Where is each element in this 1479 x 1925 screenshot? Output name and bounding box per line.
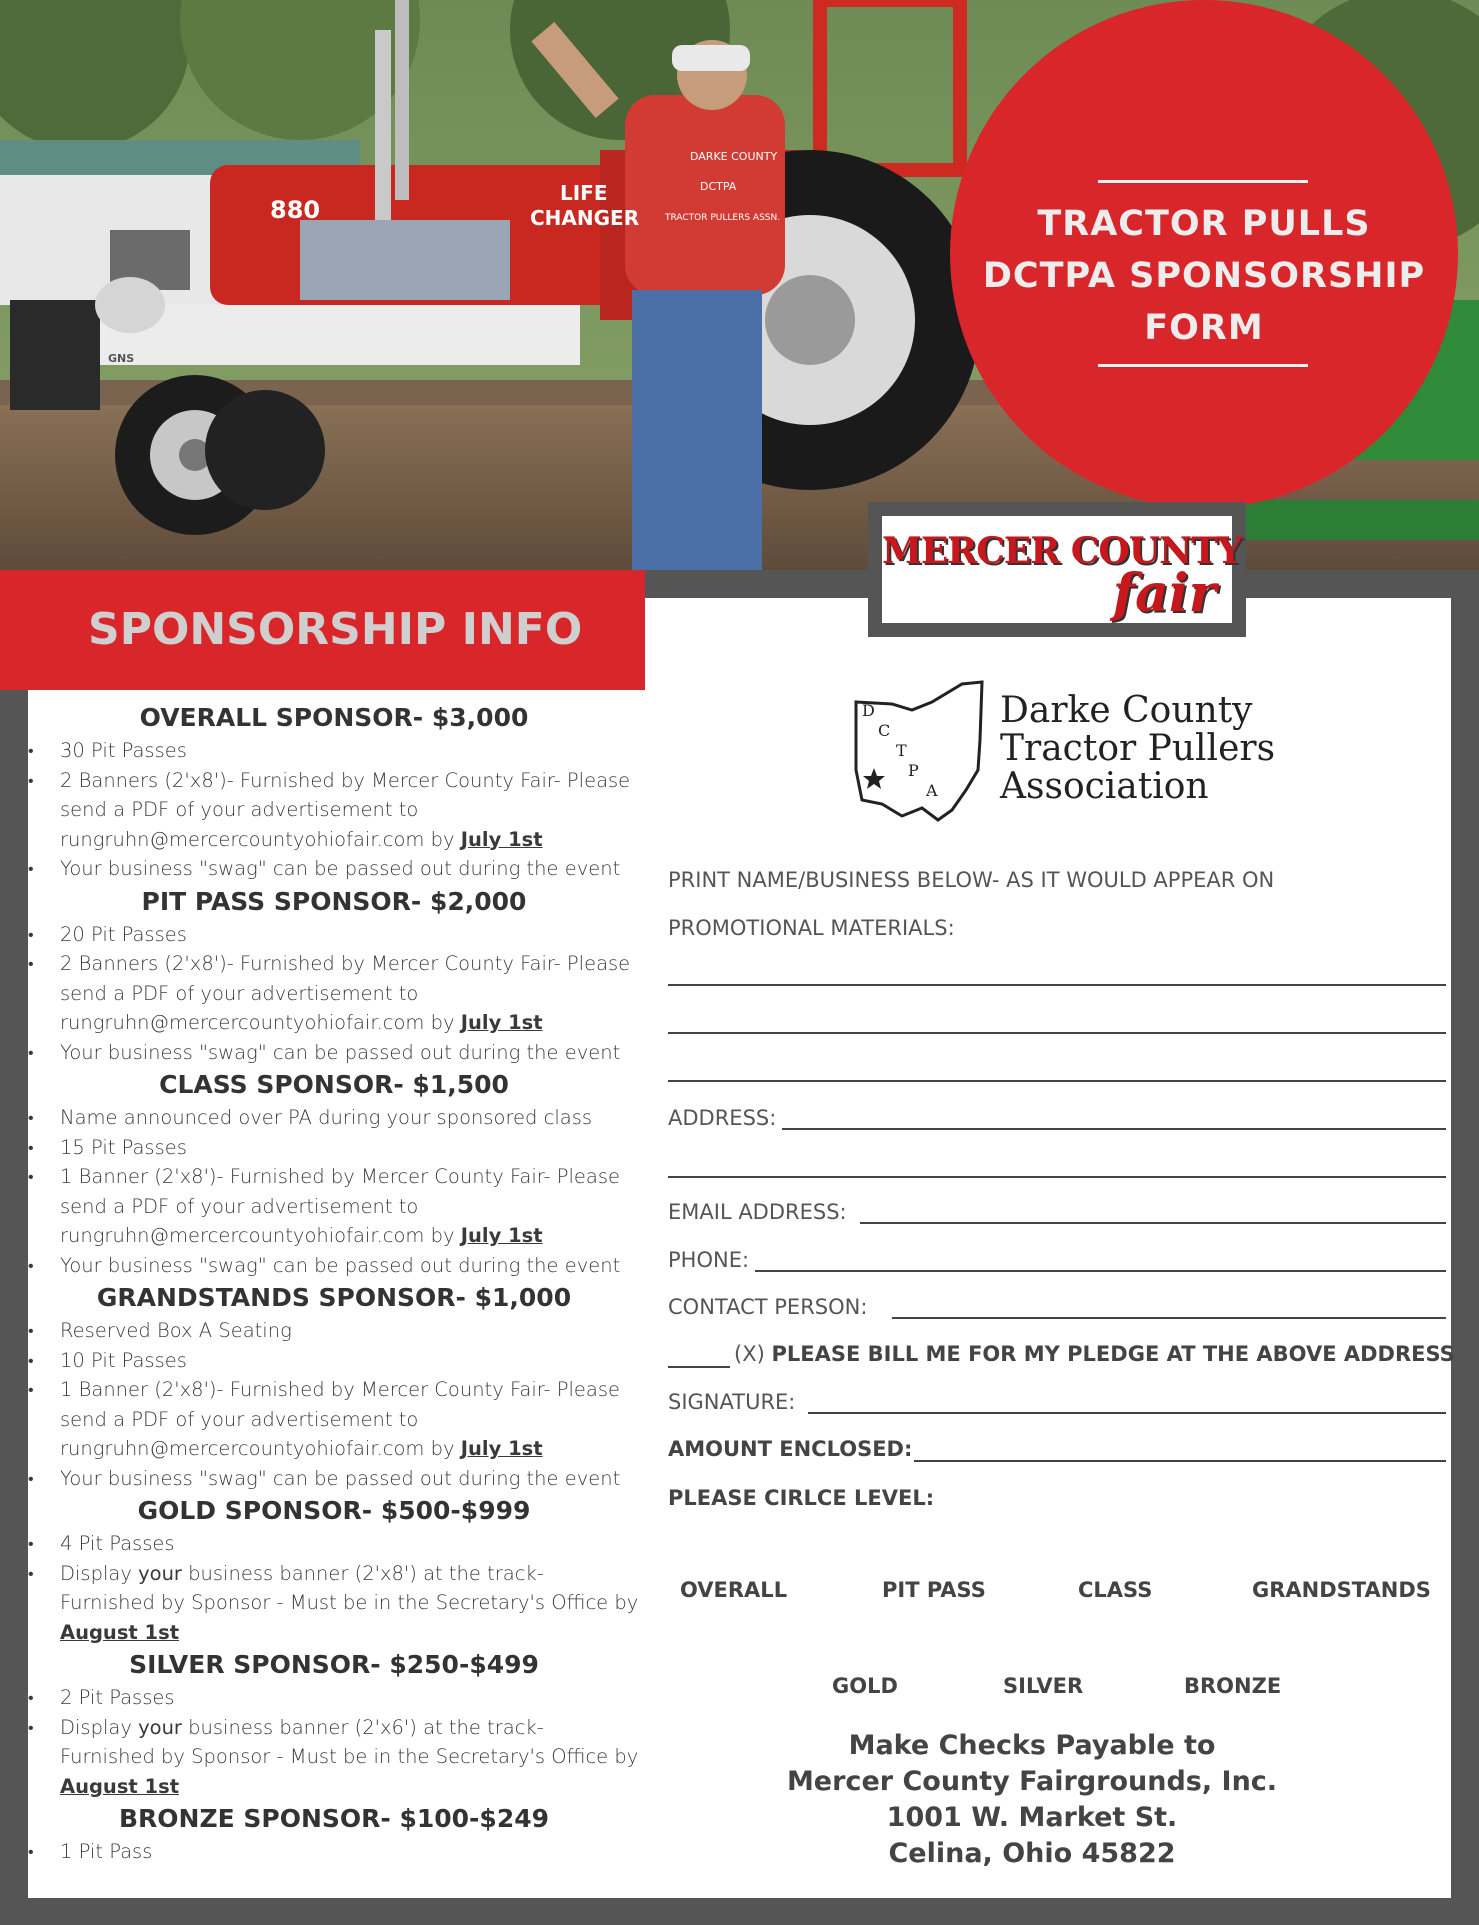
level-grandstands[interactable]: GRANDSTANDS [1252,1578,1431,1602]
benefit-emphasis: your [138,1715,182,1739]
sponsorship-info-header [0,570,645,690]
bill-me-label: PLEASE BILL ME FOR MY PLEDGE AT THE ABOVE ADDRESS [771,1342,1455,1366]
amount-enclosed-label: AMOUNT ENCLOSED: [668,1437,913,1461]
deadline: August 1st [60,1620,180,1644]
phone-field[interactable] [755,1270,1446,1272]
form-frame-right [1451,570,1479,1925]
benefit-text: 1 Banner (2'x8')- Furnished by Mercer County Fair- Please send a PDF of your advertisement to rungruhn@mercercountyohiofair.com by [60,1378,621,1460]
benefit-emphasis: your [138,1561,182,1585]
sponsor-class [28,1067,640,1280]
sponsor-title: PIT PASS SPONSOR- $2,000 [141,886,527,916]
dctpa-initial-a: A [926,781,938,800]
tractor-number: 880 [270,196,321,224]
deadline: July 1st [460,1224,543,1247]
benefit-text: business banner (2'x6') at the track- Furnished by Sponsor - Must be in the Secretary's Office by [60,1715,639,1768]
level-gold[interactable]: GOLD [832,1674,898,1698]
payable-line: Celina, Ohio 45822 [888,1838,1176,1869]
benefit-item: • 1 Pit Pass [28,1837,640,1867]
circle-level-label: PLEASE CIRLCE LEVEL: [668,1486,935,1510]
deadline: July 1st [460,1011,543,1034]
page-title [962,198,1446,354]
sponsor-title: SILVER SPONSOR- $250-$499 [129,1650,539,1679]
print-name-instruction-1: PRINT NAME/BUSINESS BELOW- AS IT WOULD APPEAR ON [668,868,1275,892]
association-name [1000,692,1275,806]
mercer-county-fair-logo [868,502,1246,637]
benefit-item: • 10 Pit Passes [28,1346,640,1376]
sponsor-silver [28,1647,640,1801]
contact-person-field[interactable] [892,1317,1446,1319]
sponsor-title: GRANDSTANDS SPONSOR- $1,000 [96,1283,572,1312]
benefit-item: • Name announced over PA during your sponsored class [28,1103,640,1133]
benefit-item [28,1375,640,1464]
sponsor-title: OVERALL SPONSOR- $3,000 [139,703,529,732]
benefit-text: 1 Banner (2'x8')- Furnished by Mercer County Fair- Please send a PDF of your advertisement to rungruhn@mercercountyohiofair.com by [60,1165,621,1247]
info-frame-left [0,690,28,1925]
address-label: ADDRESS: [668,1106,777,1130]
email-label: EMAIL ADDRESS: [668,1200,847,1224]
payment-instructions [752,1728,1312,1872]
name-line-1[interactable] [668,984,1446,986]
sponsor-list [28,700,640,1867]
benefit-item: • Reserved Box A Seating [28,1316,640,1346]
sponsor-title: GOLD SPONSOR- $500-$999 [137,1496,531,1525]
benefit-item: • Your business "swag" can be passed out during the event [28,854,640,884]
level-bronze[interactable]: BRONZE [1184,1674,1282,1698]
payable-line: 1001 W. Market St. [886,1802,1178,1833]
logo-inner [882,516,1242,624]
phone-label: PHONE: [668,1248,750,1272]
dctpa-ohio-logo [852,680,992,825]
bill-me-checkbox-line[interactable] [668,1366,730,1368]
benefit-text: business banner (2'x8') at the track- Furnished by Sponsor - Must be in the Secretary's Office by [60,1561,639,1614]
deadline: August 1st [60,1774,180,1798]
title-line-3: FORM [1144,308,1264,348]
deadline: July 1st [460,827,543,851]
benefit-text: Display [60,1561,132,1585]
benefit-item: • Your business "swag" can be passed out during the event [28,1038,640,1068]
weight-brand-text: GNS [108,352,135,365]
title-rule-bottom [1098,364,1308,367]
sponsor-title: CLASS SPONSOR- $1,500 [159,1070,509,1099]
dctpa-initial-p: P [908,761,919,780]
sponsor-pit-pass [28,884,640,1068]
name-line-2[interactable] [668,1032,1446,1034]
signature-field[interactable] [808,1412,1446,1414]
benefit-text: Display [60,1715,132,1739]
sponsor-grandstands [28,1280,640,1493]
benefit-item: • 15 Pit Passes [28,1133,640,1163]
association-name-line: Association [1000,766,1209,807]
level-silver[interactable]: SILVER [1003,1674,1084,1698]
benefit-item: • Your business "swag" can be passed out during the event [28,1464,640,1494]
benefit-item: • 2 Pit Passes [28,1683,640,1713]
payable-line: Mercer County Fairgrounds, Inc. [786,1766,1278,1797]
payable-line: Make Checks Payable to [848,1730,1216,1761]
shirt-text-pullers: TRACTOR PULLERS ASSN. [665,213,781,223]
print-name-instruction-2: PROMOTIONAL MATERIALS: [668,916,955,940]
shirt-text-county: DARKE COUNTY [690,150,778,163]
hood-text-changer: CHANGER [530,206,640,230]
frame-bottom [0,1898,1479,1925]
sponsor-overall [28,700,640,884]
deadline: July 1st [460,1437,543,1460]
association-name-line: Darke County [1000,690,1253,731]
email-field[interactable] [860,1222,1446,1224]
title-line-1: TRACTOR PULLS [1037,204,1371,244]
sponsor-gold [28,1493,640,1647]
level-class[interactable]: CLASS [1078,1578,1153,1602]
address-field[interactable] [782,1128,1446,1130]
sponsorship-info-title: SPONSORSHIP INFO [88,604,583,655]
name-line-3[interactable] [668,1080,1446,1082]
benefit-item: • 30 Pit Passes [28,736,640,766]
benefit-item [28,1559,640,1648]
benefit-item [28,766,640,855]
benefit-item: • 4 Pit Passes [28,1529,640,1559]
title-rule-top [1098,180,1308,183]
sponsor-title: BRONZE SPONSOR- $100-$249 [118,1804,550,1833]
address-field-2[interactable] [668,1176,1446,1178]
bill-me-prefix: (X) [734,1342,765,1366]
signature-label: SIGNATURE: [668,1390,796,1414]
benefit-item: • 20 Pit Passes [28,920,640,950]
level-overall[interactable]: OVERALL [680,1578,788,1602]
benefit-item [28,1713,640,1802]
association-name-line: Tractor Pullers [1000,728,1276,769]
dctpa-initial-t: T [896,741,907,760]
amount-enclosed-field[interactable] [914,1460,1446,1462]
benefit-item [28,1162,640,1251]
star-icon [863,768,885,789]
level-pit-pass[interactable]: PIT PASS [882,1578,986,1602]
dctpa-initial-c: C [878,721,891,740]
logo-text-fair: fair [1112,563,1216,624]
sponsor-bronze [28,1801,640,1867]
benefit-text: 2 Banners (2'x8')- Furnished by Mercer County Fair- Please send a PDF of your advertisement to rungruhn@mercercountyohiofair.com by [60,768,631,851]
logo-text-mercer-county: MERCER COUNTY [882,530,1242,572]
title-line-2: DCTPA SPONSORSHIP [982,256,1426,296]
dctpa-initial-d: D [862,701,875,720]
benefit-item: • Your business "swag" can be passed out during the event [28,1251,640,1281]
contact-person-label: CONTACT PERSON: [668,1295,868,1319]
benefit-text: 2 Banners (2'x8')- Furnished by Mercer County Fair- Please send a PDF of your advertisement to rungruhn@mercercountyohiofair.com by [60,952,631,1034]
benefit-item [28,949,640,1038]
hood-text-life: LIFE [560,181,608,205]
shirt-text-dctpa: DCTPA [700,180,737,193]
bill-me-option[interactable] [734,1342,1455,1366]
